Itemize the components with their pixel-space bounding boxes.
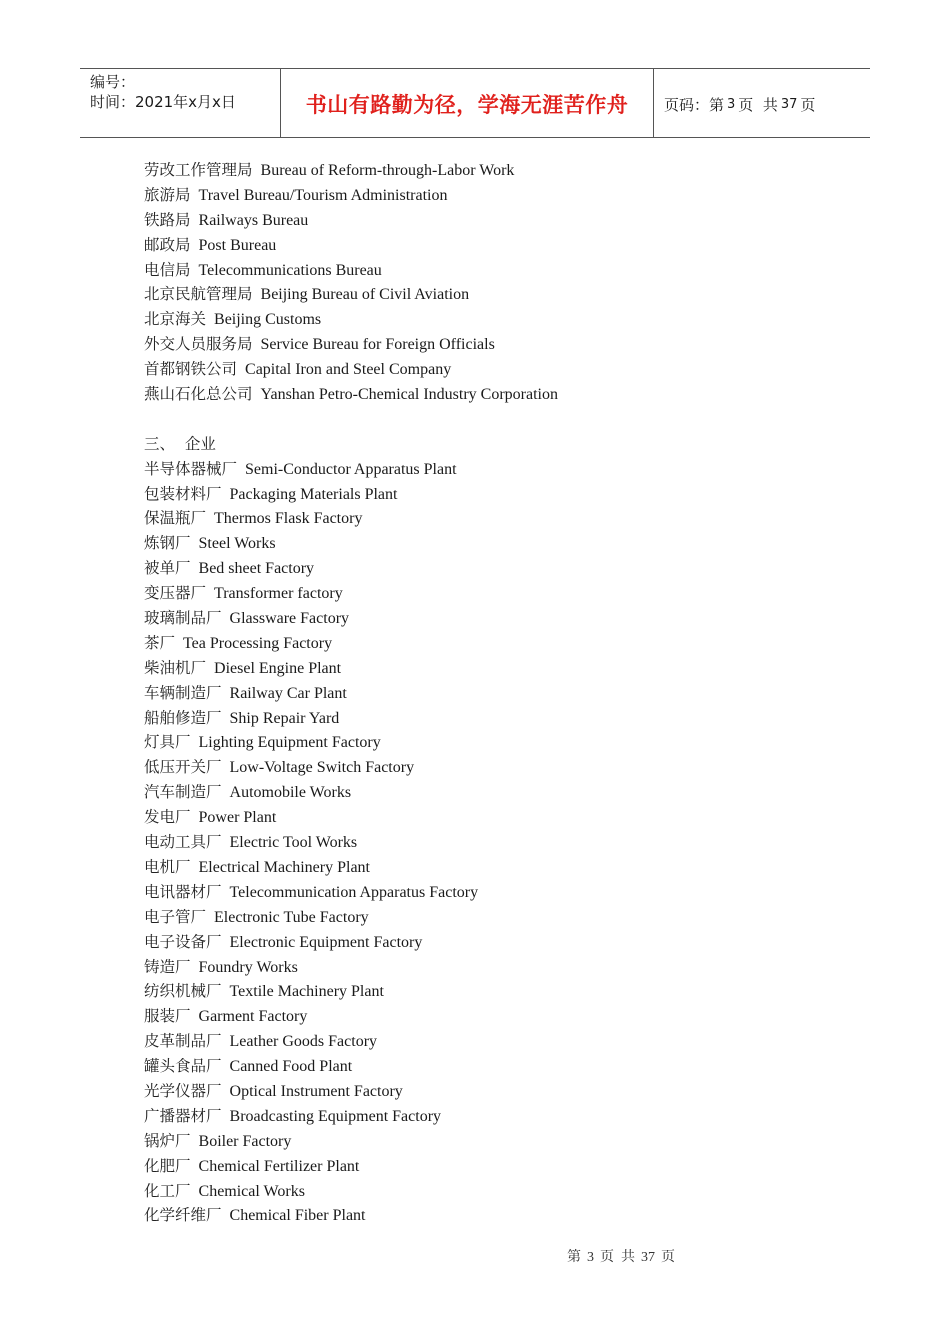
term-english: Semi-Conductor Apparatus Plant <box>245 460 457 478</box>
glossary-entry <box>144 1079 844 1104</box>
term-chinese: 炼钢厂 <box>144 534 191 553</box>
glossary-entry <box>144 183 844 208</box>
term-chinese: 广播器材厂 <box>144 1106 222 1125</box>
header-page-mid: 页 共 <box>738 95 778 114</box>
glossary-entry <box>144 1154 844 1179</box>
term-chinese: 电子管厂 <box>144 907 207 926</box>
term-english: Electronic Equipment Factory <box>229 933 423 951</box>
glossary-entry <box>144 805 844 830</box>
term-english: Post Bureau <box>198 236 277 254</box>
glossary-entry <box>144 556 844 581</box>
glossary-entry <box>144 258 844 283</box>
glossary-entry <box>144 880 844 905</box>
term-chinese: 电机厂 <box>144 857 191 876</box>
term-chinese: 北京民航管理局 <box>144 285 253 304</box>
term-chinese: 旅游局 <box>144 185 191 204</box>
footer-mid: 页 共 <box>600 1250 635 1265</box>
bureau-list <box>144 158 844 407</box>
term-english: Glassware Factory <box>229 610 350 628</box>
header-page-prefix: 页码：第 <box>664 95 725 114</box>
term-english: Service Bureau for Foreign Officials <box>260 336 495 354</box>
term-english: Packaging Materials Plant <box>229 485 398 503</box>
enterprise-list <box>144 457 844 1229</box>
term-english: Transformer factory <box>214 585 343 603</box>
glossary-entry <box>144 830 844 855</box>
glossary-entry <box>144 755 844 780</box>
term-chinese: 皮革制品厂 <box>144 1032 222 1051</box>
term-chinese: 北京海关 <box>144 310 207 329</box>
doc-code-label: 编号： <box>90 73 136 91</box>
section-heading: 三、 企业 <box>144 434 216 453</box>
header-meta <box>80 69 281 137</box>
term-chinese: 电讯器材厂 <box>144 882 222 901</box>
term-chinese: 电动工具厂 <box>144 833 222 852</box>
term-english: Ship Repair Yard <box>229 709 340 727</box>
glossary-entry <box>144 581 844 606</box>
term-chinese: 柴油机厂 <box>144 658 207 677</box>
term-chinese: 劳改工作管理局 <box>144 161 253 179</box>
term-chinese: 燕山石化总公司 <box>144 385 253 404</box>
term-english: Lighting Equipment Factory <box>198 734 381 752</box>
term-english: Electric Tool Works <box>229 834 358 852</box>
term-english: Boiler Factory <box>198 1132 292 1150</box>
term-chinese: 被单厂 <box>144 559 191 578</box>
glossary-entry <box>144 656 844 681</box>
term-chinese: 电子设备厂 <box>144 932 222 951</box>
term-chinese: 化肥厂 <box>144 1156 191 1175</box>
term-english: Beijing Customs <box>214 311 322 329</box>
glossary-entry <box>144 855 844 880</box>
term-english: Chemical Fiber Plant <box>229 1207 366 1225</box>
glossary-entry <box>144 208 844 233</box>
term-english: Broadcasting Equipment Factory <box>229 1107 442 1125</box>
glossary-entry <box>144 780 844 805</box>
term-chinese: 化工厂 <box>144 1181 191 1200</box>
footer-page-total: 37 <box>641 1250 655 1265</box>
footer-suffix: 页 <box>661 1250 675 1265</box>
glossary-entry <box>144 233 844 258</box>
term-chinese: 铁路局 <box>144 210 191 229</box>
term-chinese: 灯具厂 <box>144 733 191 752</box>
term-english: Tea Processing Factory <box>183 634 333 652</box>
term-chinese: 茶厂 <box>144 633 176 652</box>
term-english: Beijing Bureau of Civil Aviation <box>260 286 470 304</box>
glossary-content <box>144 158 844 1228</box>
term-chinese: 铸造厂 <box>144 957 191 976</box>
glossary-entry <box>144 158 844 183</box>
header-page-info <box>654 69 870 137</box>
term-english: Automobile Works <box>229 784 352 802</box>
glossary-entry <box>144 282 844 307</box>
term-chinese: 玻璃制品厂 <box>144 609 222 628</box>
term-english: Railways Bureau <box>198 211 309 229</box>
glossary-entry <box>144 631 844 656</box>
term-english: Power Plant <box>198 809 277 827</box>
doc-date: 时间：2021年x月x日 <box>90 93 236 111</box>
term-chinese: 外交人员服务局 <box>144 335 253 354</box>
term-english: Capital Iron and Steel Company <box>245 361 452 379</box>
term-chinese: 罐头食品厂 <box>144 1057 222 1076</box>
term-chinese: 车辆制造厂 <box>144 683 222 702</box>
section-spacer <box>144 407 844 432</box>
glossary-entry <box>144 930 844 955</box>
footer-page-number: 3 <box>587 1250 594 1265</box>
term-english: Electronic Tube Factory <box>214 908 369 926</box>
term-english: Electrical Machinery Plant <box>198 858 370 876</box>
glossary-entry <box>144 332 844 357</box>
glossary-entry <box>144 955 844 980</box>
term-chinese: 变压器厂 <box>144 584 207 603</box>
term-english: Foundry Works <box>198 958 298 976</box>
term-english: Telecommunication Apparatus Factory <box>229 883 479 901</box>
header-motto: 书山有路勤为径，学海无涯苦作舟 <box>281 69 654 137</box>
term-chinese: 保温瓶厂 <box>144 509 207 528</box>
glossary-entry <box>144 357 844 382</box>
term-chinese: 纺织机械厂 <box>144 982 222 1001</box>
term-english: Railway Car Plant <box>229 684 347 702</box>
term-english: Chemical Fertilizer Plant <box>198 1157 360 1175</box>
glossary-entry <box>144 482 844 507</box>
glossary-entry <box>144 1203 844 1228</box>
term-english: Chemical Works <box>198 1182 305 1200</box>
page-header <box>80 68 870 138</box>
term-english: Optical Instrument Factory <box>229 1082 403 1100</box>
glossary-entry <box>144 1004 844 1029</box>
term-chinese: 化学纤维厂 <box>144 1206 222 1225</box>
term-chinese: 锅炉厂 <box>144 1131 191 1150</box>
glossary-entry <box>144 606 844 631</box>
glossary-entry <box>144 730 844 755</box>
glossary-entry <box>144 1129 844 1154</box>
term-english: Bureau of Reform-through-Labor Work <box>260 162 515 179</box>
glossary-entry <box>144 506 844 531</box>
term-chinese: 首都钢铁公司 <box>144 360 238 379</box>
glossary-entry <box>144 382 844 407</box>
term-chinese: 电信局 <box>144 260 191 279</box>
glossary-entry <box>144 681 844 706</box>
glossary-entry <box>144 706 844 731</box>
term-chinese: 汽车制造厂 <box>144 783 222 802</box>
header-page-suffix: 页 <box>800 95 816 114</box>
term-english: Textile Machinery Plant <box>229 983 384 1001</box>
glossary-entry <box>144 1179 844 1204</box>
term-chinese: 半导体器械厂 <box>144 459 238 478</box>
glossary-entry <box>144 979 844 1004</box>
glossary-entry <box>144 457 844 482</box>
glossary-entry <box>144 307 844 332</box>
term-chinese: 发电厂 <box>144 808 191 827</box>
term-english: Leather Goods Factory <box>229 1033 378 1051</box>
footer-prefix: 第 <box>567 1250 581 1265</box>
term-chinese: 服装厂 <box>144 1007 191 1026</box>
term-english: Bed sheet Factory <box>198 560 315 578</box>
term-english: Thermos Flask Factory <box>214 510 363 528</box>
term-english: Telecommunications Bureau <box>198 261 382 279</box>
glossary-entry <box>144 531 844 556</box>
header-page-number: 3 <box>727 96 736 112</box>
glossary-entry <box>144 905 844 930</box>
term-english: Steel Works <box>198 535 276 553</box>
term-english: Yanshan Petro-Chemical Industry Corporation <box>260 386 558 404</box>
term-chinese: 光学仪器厂 <box>144 1081 222 1100</box>
term-chinese: 低压开关厂 <box>144 758 222 777</box>
term-english: Canned Food Plant <box>229 1058 353 1076</box>
header-page-total: 37 <box>780 96 798 112</box>
term-english: Low-Voltage Switch Factory <box>229 759 415 777</box>
term-english: Diesel Engine Plant <box>214 659 342 677</box>
term-chinese: 邮政局 <box>144 235 191 254</box>
term-english: Garment Factory <box>198 1008 308 1026</box>
glossary-entry <box>144 1029 844 1054</box>
term-english: Travel Bureau/Tourism Administration <box>198 186 448 204</box>
term-chinese: 船舶修造厂 <box>144 708 222 727</box>
term-chinese: 包装材料厂 <box>144 484 222 503</box>
page-footer <box>0 1246 950 1266</box>
glossary-entry <box>144 1054 844 1079</box>
glossary-entry <box>144 1104 844 1129</box>
